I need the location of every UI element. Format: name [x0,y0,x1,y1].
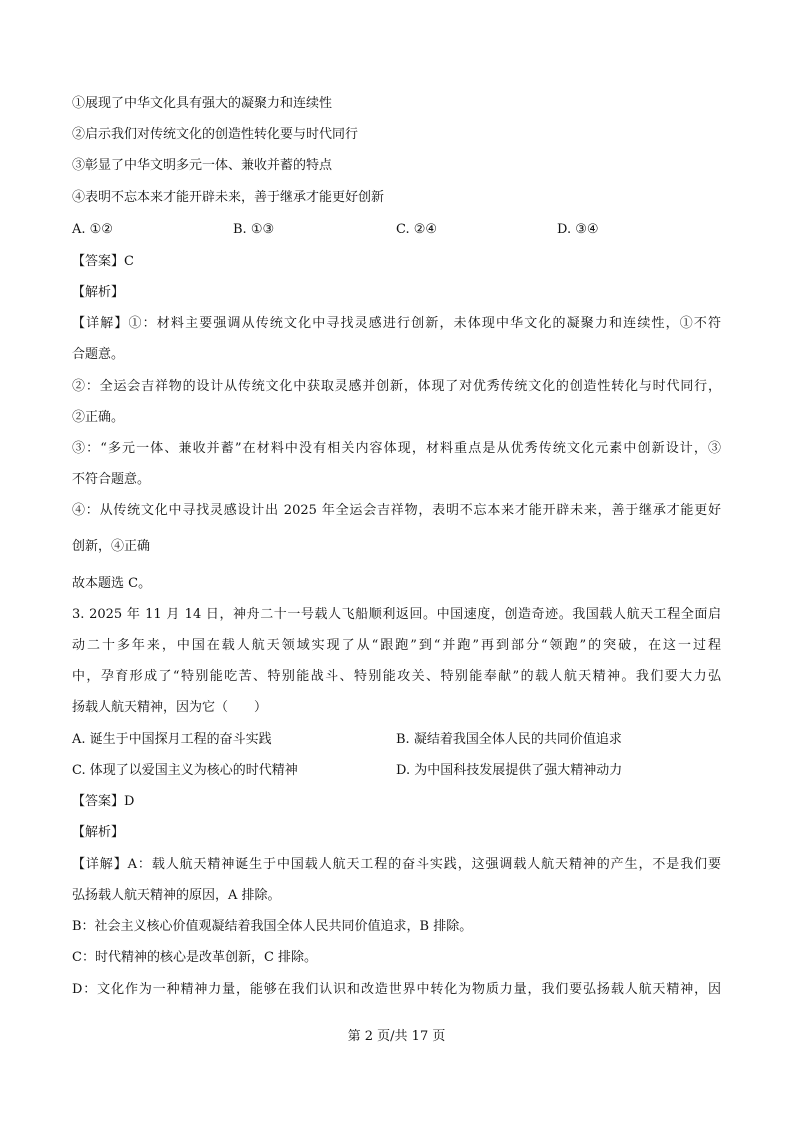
q3-stem-line: 动二十多年来，中国在载人航天领域实现了从“跟跑”到“并跑”再到部分“领跑”的突破，在这一过程 [72,638,721,653]
q2-statement-3: ③彰显了中华文明多元一体、兼收并蓄的特点 [72,158,333,173]
q2-statement-2: ②启示我们对传统文化的创造性转化要与时代同行 [72,127,359,142]
q3-option-b: B. 凝结着我国全体人民的共同价值追求 [396,732,622,747]
q3-detail-line: 【详解】A：载人航天精神诞生于中国载人航天工程的奋斗实践，这强调载人航天精神的产生，不是我们要 [72,857,721,872]
q3-analysis-label: 【解析】 [72,825,125,840]
q2-detail-line: 【详解】①：材料主要强调从传统文化中寻找灵感进行创新，未体现中华文化的凝聚力和连续性，①不符 [72,316,721,331]
q2-option-c: C. ②④ [396,222,438,237]
q2-option-d: D. ③④ [557,222,599,237]
q3-detail-line: C：时代精神的核心是改革创新，C 排除。 [72,950,318,965]
q3-detail-line: 弘扬载人航天精神的原因，A 排除。 [72,888,281,903]
q2-statement-1: ①展现了中华文化具有强大的凝聚力和连续性 [72,96,333,111]
q2-detail-line: ②正确。 [72,410,125,425]
q2-option-a: A. ①② [72,222,113,237]
q3-stem-line: 扬载人航天精神，因为它（ ） [72,700,268,715]
q2-detail-line: 不符合题意。 [72,472,151,487]
q2-detail-line: ③：“多元一体、兼收并蓄”在材料中没有相关内容体现，材料重点是从优秀传统文化元素中创新设计，③ [72,441,721,456]
q2-detail-line: ②：全运会吉祥物的设计从传统文化中获取灵感并创新，体现了对优秀传统文化的创造性转化与时代同行， [72,379,721,394]
q3-stem-line: 3. 2025 年 11 月 14 日，神舟二十一号载人飞船顺利返回。中国速度，创造奇迹。我国载人航天工程全面启 [72,607,721,622]
q2-option-b: B. ①③ [233,222,275,237]
q2-analysis-label: 【解析】 [72,285,125,300]
q3-answer: 【答案】D [72,794,135,809]
q2-conclusion: 故本题选 C。 [72,576,152,591]
q3-option-d: D. 为中国科技发展提供了强大精神动力 [396,763,623,778]
q2-answer: 【答案】C [72,254,134,269]
q3-option-a: A. 诞生于中国探月工程的奋斗实践 [72,732,272,747]
page-footer: 第 2 页/共 17 页 [347,1029,446,1044]
q3-stem-line: 中，孕育形成了“特别能吃苦、特别能战斗、特别能攻关、特别能奉献”的载人航天精神。我们要大力弘 [72,669,721,684]
q3-option-c: C. 体现了以爱国主义为核心的时代精神 [72,763,298,778]
q3-detail-line: B：社会主义核心价值观凝结着我国全体人民共同价值追求，B 排除。 [72,919,473,934]
q2-detail-line: ④：从传统文化中寻找灵感设计出 2025 年全运会吉祥物，表明不忘本来才能开辟未来，善于继承才能更好 [72,503,721,518]
q3-detail-line: D：文化作为一种精神力量，能够在我们认识和改造世界中转化为物质力量，我们要弘扬载人航天精神，因 [72,982,721,997]
q2-detail-line: 创新，④正确 [72,539,151,554]
q2-statement-4: ④表明不忘本来才能开辟未来，善于继承才能更好创新 [72,190,385,205]
q2-detail-line: 合题意。 [72,347,125,362]
